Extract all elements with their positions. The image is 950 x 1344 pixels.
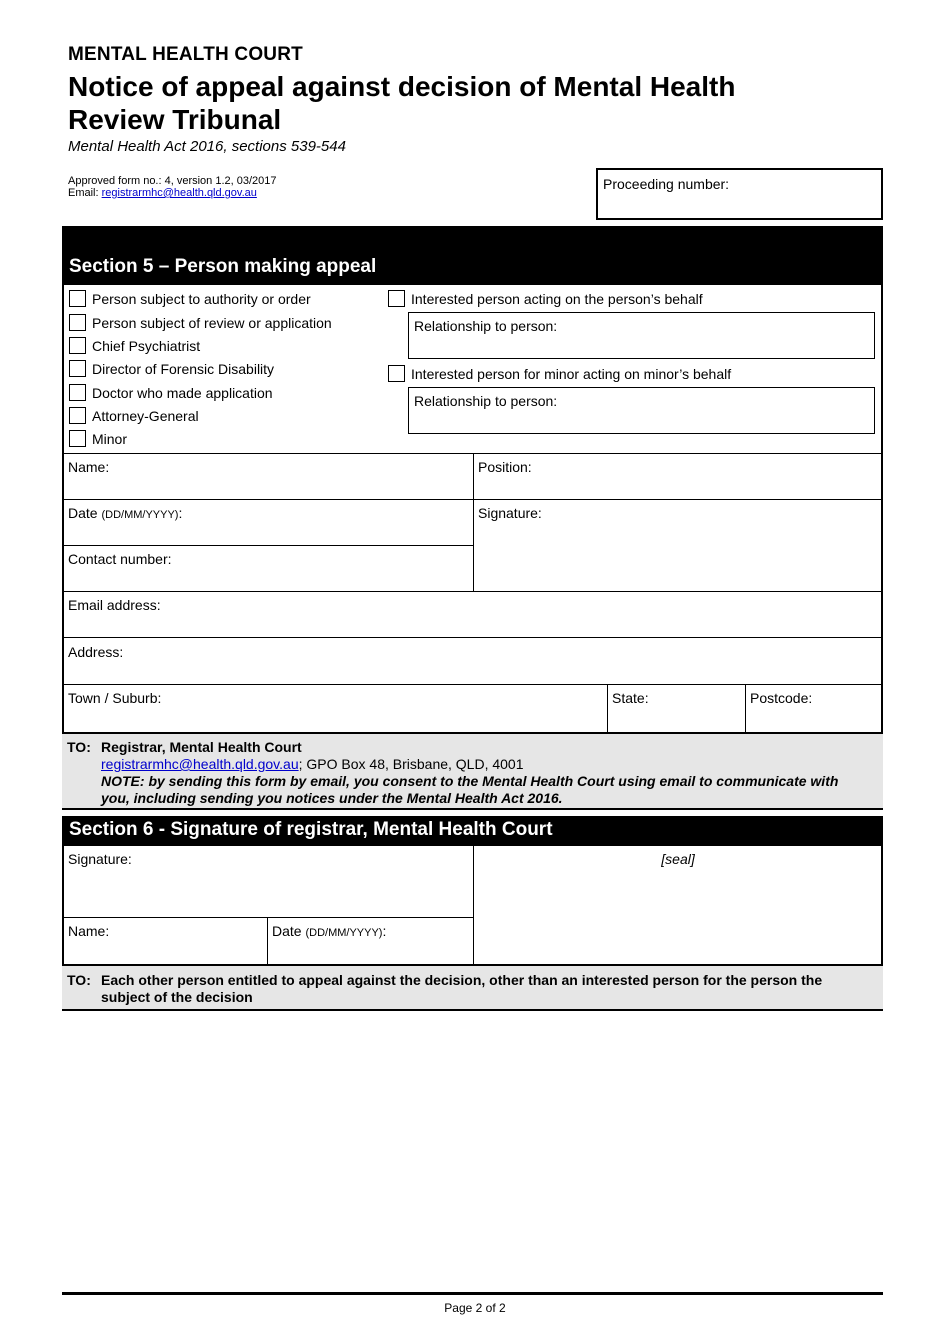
- registrar-date-field[interactable]: [272, 923, 386, 939]
- registrar-signature-field[interactable]: Signature:: [68, 851, 132, 867]
- date-label: Date: [272, 923, 302, 939]
- email-address-field[interactable]: Email address:: [68, 597, 161, 613]
- section-5-title: Section 5 – Person making appeal: [69, 256, 377, 277]
- option-minor[interactable]: [69, 430, 127, 447]
- section-6-title: Section 6 - Signature of registrar, Mental Health Court: [69, 819, 553, 840]
- relationship-label: Relationship to person:: [414, 393, 558, 409]
- checkbox[interactable]: [388, 290, 405, 307]
- date-label: Date: [68, 505, 98, 521]
- relationship-field[interactable]: [408, 312, 875, 359]
- checkbox[interactable]: [69, 384, 86, 401]
- registrar-contact: [101, 756, 871, 773]
- to-registrar-box: [62, 732, 883, 810]
- option-label: Doctor who made application: [92, 384, 273, 401]
- to-others-text: Each other person entitled to appeal against the decision, other than an interested person for the person the subject of the decision: [101, 972, 823, 1005]
- to-recipient: Registrar, Mental Health Court: [101, 739, 302, 755]
- to-others-box: [62, 964, 883, 1011]
- option-label: Interested person for minor acting on minor’s behalf: [411, 365, 732, 382]
- option-director-forensic-disability[interactable]: [69, 360, 274, 377]
- option-doctor[interactable]: [69, 384, 273, 401]
- option-person-subject-authority[interactable]: [69, 290, 311, 307]
- date-colon: :: [382, 923, 387, 939]
- registrar-postal-address: ; GPO Box 48, Brisbane, QLD, 4001: [298, 756, 524, 772]
- state-field[interactable]: State:: [612, 690, 649, 706]
- seal-area: [seal]: [661, 851, 695, 867]
- option-person-subject-review[interactable]: [69, 314, 332, 331]
- court-name: MENTAL HEALTH COURT: [68, 44, 303, 65]
- section-6-header: [62, 816, 883, 846]
- page-number: Page 2 of 2: [444, 1301, 506, 1315]
- approved-form-number: Approved form no.: 4, version 1.2, 03/2017: [68, 175, 277, 187]
- proceeding-number-field[interactable]: [596, 168, 883, 220]
- date-format: (DD/MM/YYYY): [305, 927, 383, 939]
- registrar-name-field[interactable]: Name:: [68, 923, 110, 939]
- option-interested-person[interactable]: [388, 290, 703, 307]
- checkbox[interactable]: [388, 365, 405, 382]
- registrar-email-link[interactable]: registrarmhc@health.qld.gov.au: [101, 756, 299, 772]
- position-field[interactable]: Position:: [478, 459, 532, 475]
- checkbox[interactable]: [69, 337, 86, 354]
- email-label: Email:: [68, 187, 99, 199]
- date-field[interactable]: [68, 505, 182, 521]
- email-line: [68, 187, 257, 200]
- option-label: Minor: [92, 430, 128, 447]
- to-label: TO:: [67, 739, 91, 755]
- act-reference: Mental Health Act 2016, sections 539-544: [68, 138, 346, 155]
- option-interested-person-minor[interactable]: [388, 365, 731, 382]
- signature-field[interactable]: Signature:: [478, 505, 542, 521]
- checkbox[interactable]: [69, 314, 86, 331]
- date-colon: :: [178, 505, 183, 521]
- footer-divider: [62, 1292, 883, 1295]
- relationship-label: Relationship to person:: [414, 318, 558, 334]
- address-field[interactable]: Address:: [68, 644, 124, 660]
- contact-number-field[interactable]: Contact number:: [68, 551, 172, 567]
- postcode-field[interactable]: Postcode:: [750, 690, 813, 706]
- option-label: Attorney-General: [92, 407, 199, 424]
- option-label: Person subject to authority or order: [92, 290, 311, 307]
- town-suburb-field[interactable]: Town / Suburb:: [68, 690, 162, 706]
- option-chief-psychiatrist[interactable]: [69, 337, 200, 354]
- name-field[interactable]: Name:: [68, 459, 110, 475]
- option-label: Director of Forensic Disability: [92, 360, 275, 377]
- to-label: TO:: [67, 972, 91, 988]
- date-format: (DD/MM/YYYY): [101, 509, 179, 521]
- option-attorney-general[interactable]: [69, 407, 199, 424]
- section-5-header: [62, 226, 883, 285]
- checkbox[interactable]: [69, 407, 86, 424]
- proceeding-number-label: Proceeding number:: [603, 176, 730, 192]
- form-title: Notice of appeal against decision of Mental Health Review Tribunal: [68, 71, 736, 135]
- relationship-field-minor[interactable]: [408, 387, 875, 434]
- registrar-email-link[interactable]: registrarmhc@health.qld.gov.au: [101, 187, 257, 199]
- option-label: Interested person acting on the person’s behalf: [411, 290, 703, 307]
- option-label: Chief Psychiatrist: [92, 337, 201, 354]
- option-label: Person subject of review or application: [92, 314, 332, 331]
- email-consent-note: NOTE: by sending this form by email, you consent to the Mental Health Court using email to communicate with you, including sending you notices under the Mental Health Act 2016.: [101, 773, 839, 806]
- checkbox[interactable]: [69, 360, 86, 377]
- checkbox[interactable]: [69, 290, 86, 307]
- checkbox[interactable]: [69, 430, 86, 447]
